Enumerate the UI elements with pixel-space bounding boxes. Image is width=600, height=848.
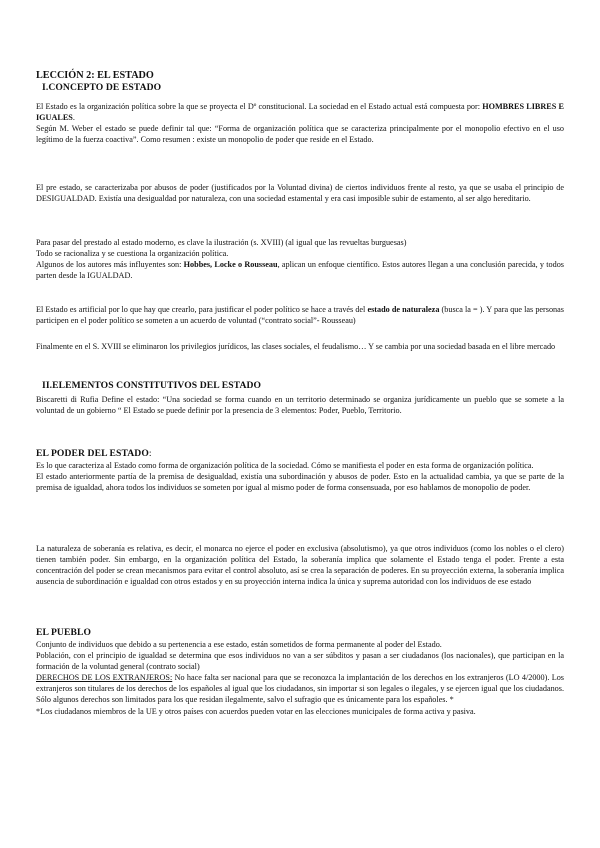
section-heading-elements: II.ELEMENTOS CONSTITUTIVOS DEL ESTADO — [42, 380, 262, 391]
lesson-title: LECCIÓN 2: EL ESTADO — [36, 70, 154, 81]
sovereignty-paragraph: La naturaleza de soberanía es relativa, es decir, el monarca no ejerce el poder en exclusiva (absolutismo), ya que otros individuos (como los nobles o el clero) tienen también poder. Sin embargo, en la organización política del Estado, la soberanía implica que solamente el Estado tenga el poder. Frente a esta concentración del poder se crean mecanismos para evitar el control absoluto, así se crea la separación de poderes. En su proyección externa, la soberanía implica ausencia de subordinación e igualdad con otros estados y en su proyección interna indica la única y suprema autoridad con los individuos de ese estado — [36, 544, 564, 587]
concept-paragraph-enlightenment: Para pasar del prestado al estado moderno, es clave la ilustración (s. XVIII) (al igual que las revueltas burguesas) Todo se racionaliza y se cuestiona la organización política. Algunos de los autores más influyentes son: Hobbes, Locke o Rousseau, aplican un enfoque científico. Estos autores llegan a una conclusión parecida, y todos parten desde la IGUALDAD. — [36, 238, 564, 281]
section-heading-concept: I.CONCEPTO DE ESTADO — [42, 82, 162, 93]
power-section — [36, 448, 564, 493]
power-paragraph-2: El estado anteriormente partía de la premisa de desigualdad, existía una subordinación y abusos de poder. Esto en la actualidad cambia, ya que se parte de la premisa de igualdad, ahora todos los individuos se someten por igual al mismo poder de forma consensuada, por eso hablamos de monopolio de poder. — [36, 472, 564, 493]
footnote-eu-vote: *Los ciudadanos miembros de la UE y otros países con acuerdos pueden votar en las elecciones municipales de forma activa y pasiva. — [36, 706, 476, 716]
concept-paragraph-final: Finalmente en el S. XVIII se eliminaron los privilegios jurídicos, las clases sociales, el feudalismo… Y se cambia por una sociedad basada en el libre mercado — [36, 342, 556, 351]
section-heading-people: EL PUEBLO — [36, 627, 92, 638]
bold-free-equal: HOMBRES LIBRES E IGUALES — [36, 102, 564, 123]
section-heading-power: EL PODER DEL ESTADO: — [36, 448, 152, 459]
people-section: EL PUEBLO Conjunto de individuos que debido a su pertenencia a ese estado, están sometidos de forma permanente al poder del Estado. Población, con el principio de igualdad se determina que esos individuos no van a ser súbditos y pasan a ser ciudadanos (los nacionales), que participan en la formación de la voluntad general (contrato social) DERECHOS DE LOS EXTRANJEROS: No hace falta ser nacional para que se reconozca la implantación de los derechos en los extranjeros (LO 4/2000). Los extranjeros son titulares de los derechos de los españoles al igual que los ciudadanos, sin importar si son legales o ilegales, y se ejercen igual que los ciudadanos. Sólo algunos derechos son limitados para los que residan ilegalmente, salvo el sufragio que es únicamente para los españoles. * *Los ciudadanos miembros de la UE y otros países con acuerdos pueden votar en las elecciones municipales de forma activa y pasiva. — [36, 627, 564, 716]
elements-paragraph: Biscaretti di Rufia Define el estado: “Una sociedad se forma cuando en un territorio determinado se organiza jurídicamente un pueblo que se somete a la voluntad de un gobierno “ El Estado se puede definir por la presencia de 3 elementos: Poder, Pueblo, Territorio. — [36, 395, 564, 416]
concept-paragraph-prestate: El pre estado, se caracterizaba por abusos de poder (justificados por la Voluntad divina) de ciertos individuos frente al resto, ya que se usaba el principio de DESIGUALDAD. Existía una desigualdad por naturaleza, con una sociedad estamental y era casi imposible subir de estamento, al ser algo hereditario. — [36, 183, 564, 204]
elements-section — [36, 380, 564, 416]
power-paragraph-1: Es lo que caracteriza al Estado como forma de organización política de la sociedad. Cómo se manifiesta el poder en esta forma de organización política. — [36, 461, 534, 470]
lesson-header — [36, 70, 564, 94]
concept-paragraph-1: El Estado es la organización política sobre la que se proyecta el Dº constitucional. La sociedad en el Estado actual está compuesta por: HOMBRES LIBRES E IGUALES. Según M. Weber el estado se puede definir tal que: “Forma de organización política que se caracteriza principalmente por el monopolio efectivo en el uso legítimo de la fuerza coactiva”. Como resumen : existe un monopolio de poder que reside en el Estado. — [36, 102, 564, 145]
bold-state-of-nature: estado de naturaleza — [367, 305, 440, 314]
bold-authors: Hobbes, Locke o Rousseau — [183, 260, 278, 270]
concept-paragraph-artificial: El Estado es artificial por lo que hay que crearlo, para justificar el poder político se hace a través del estado de naturaleza (busca la = ). Y para que las personas participen en el poder político se someten a un acuerdo de voluntad (“contrato social”- Rousseau) — [36, 305, 564, 326]
foreigners-rights-label: DERECHOS DE LOS EXTRANJEROS: — [36, 673, 173, 683]
weber-paragraph: Según M. Weber el estado se puede definir tal que: “Forma de organización política que se caracteriza principalmente por el monopolio efectivo en el uso legítimo de la fuerza coactiva”. Como resumen : existe un monopolio de poder que reside en el Estado. — [36, 124, 564, 145]
